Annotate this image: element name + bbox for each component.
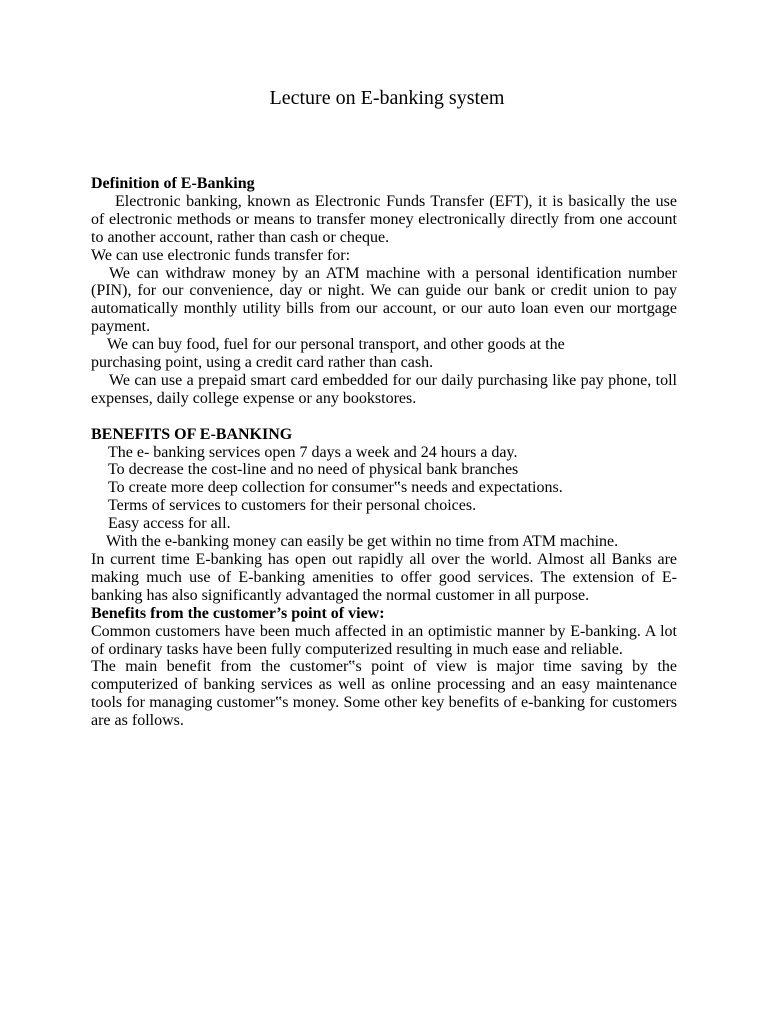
list-item: With the e-banking money can easily be get within no time from ATM machine. [106, 533, 619, 551]
customer-view-section [91, 605, 677, 730]
customer-view-paragraph-1: Common customers have been much affected in an optimistic manner by E-banking. A lot of ordinary tasks have been fully computerized resulting in much ease and reliable. [91, 622, 677, 658]
definition-section [91, 175, 677, 408]
smart-card-paragraph: We can use a prepaid smart card embedded for our daily purchasing like pay phone, toll expenses, daily college expense or any bookstores. [91, 371, 677, 407]
definition-heading: Definition of E-Banking [91, 175, 255, 192]
benefits-heading: BENEFITS OF E-BANKING [91, 425, 293, 443]
document-body [91, 175, 677, 730]
atm-paragraph: We can withdraw money by an ATM machine with a personal identification number (PIN), for our convenience, day or night. We can guide our bank or credit union to pay automatically monthly utility bills from our account, or our auto loan even our mortgage payment. [91, 264, 677, 336]
customer-view-heading: Benefits from the customer’s point of view: [91, 604, 385, 622]
section-spacer [91, 408, 677, 426]
list-item: The e- banking services open 7 days a week and 24 hours a day. [108, 443, 518, 461]
benefits-list [91, 444, 677, 551]
purchase-paragraph-line-1: We can buy food, fuel for our personal transport, and other goods at the [107, 336, 565, 354]
customer-view-paragraph-2: The main benefit from the customer‟s point of view is major time saving by the computerized of banking services as well as online processing and an easy maintenance tools for managing customer‟s money. Some other key benefits of e-banking for customers are as follows. [91, 658, 677, 730]
benefits-section [91, 426, 677, 605]
list-item: Terms of services to customers for their personal choices. [108, 497, 477, 515]
list-item: To decrease the cost-line and no need of physical bank branches [108, 461, 519, 479]
list-item: Easy access for all. [108, 515, 231, 533]
purchase-paragraph-line-2: purchasing point, using a credit card rather than cash. [91, 354, 434, 372]
benefits-summary: In current time E-banking has open out rapidly all over the world. Almost all Banks are making much use of E-banking amenities to offer good services. The extension of E-banking has also significantly advantaged the normal customer in all purpose. [91, 551, 677, 604]
eft-uses-intro: We can use electronic funds transfer for: [91, 246, 351, 264]
definition-paragraph: Electronic banking, known as Electronic Funds Transfer (EFT), it is basically the use of electronic methods or means to transfer money electronically directly from one account to another account, rather than cash or cheque. [91, 192, 677, 246]
list-item: To create more deep collection for consumer‟s needs and expectations. [108, 479, 563, 497]
page-title: Lecture on E-banking system [269, 87, 505, 109]
